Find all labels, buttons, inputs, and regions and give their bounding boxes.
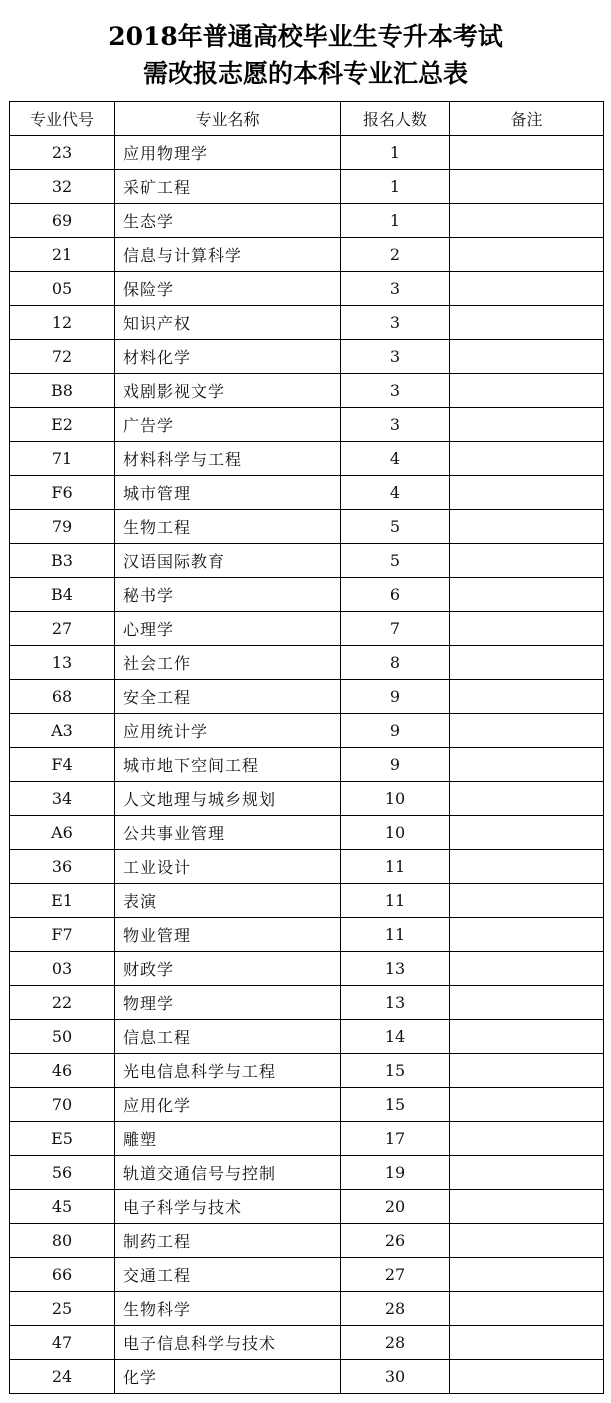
cell-note [450, 918, 604, 952]
cell-name: 应用统计学 [115, 714, 341, 748]
cell-code: 56 [10, 1156, 115, 1190]
table-row [10, 850, 604, 884]
cell-name: 信息工程 [115, 1020, 341, 1054]
cell-note [450, 544, 604, 578]
table-row [10, 918, 604, 952]
cell-note [450, 1088, 604, 1122]
cell-code: 68 [10, 680, 115, 714]
cell-count: 8 [341, 646, 450, 680]
table-row [10, 408, 604, 442]
cell-name: 物业管理 [115, 918, 341, 952]
table-row [10, 136, 604, 170]
cell-count: 11 [341, 850, 450, 884]
table-row [10, 1020, 604, 1054]
document-title [0, 18, 611, 92]
cell-name: 汉语国际教育 [115, 544, 341, 578]
cell-name: 人文地理与城乡规划 [115, 782, 341, 816]
cell-name: 应用化学 [115, 1088, 341, 1122]
cell-note [450, 306, 604, 340]
cell-count: 4 [341, 476, 450, 510]
cell-note [450, 1122, 604, 1156]
cell-count: 3 [341, 408, 450, 442]
cell-note [450, 476, 604, 510]
cell-count: 19 [341, 1156, 450, 1190]
table-row [10, 442, 604, 476]
table-row [10, 884, 604, 918]
header-code: 专业代号 [10, 102, 115, 136]
cell-code: 69 [10, 204, 115, 238]
table-row [10, 1088, 604, 1122]
cell-name: 秘书学 [115, 578, 341, 612]
cell-code: 32 [10, 170, 115, 204]
cell-name: 表演 [115, 884, 341, 918]
cell-code: 22 [10, 986, 115, 1020]
cell-name: 知识产权 [115, 306, 341, 340]
cell-code: F4 [10, 748, 115, 782]
table-row [10, 204, 604, 238]
cell-name: 安全工程 [115, 680, 341, 714]
cell-count: 4 [341, 442, 450, 476]
cell-code: 23 [10, 136, 115, 170]
cell-code: 45 [10, 1190, 115, 1224]
table-row [10, 1122, 604, 1156]
cell-count: 3 [341, 374, 450, 408]
cell-name: 保险学 [115, 272, 341, 306]
cell-count: 9 [341, 748, 450, 782]
table-row [10, 510, 604, 544]
cell-count: 26 [341, 1224, 450, 1258]
cell-code: 36 [10, 850, 115, 884]
cell-name: 材料科学与工程 [115, 442, 341, 476]
cell-note [450, 1360, 604, 1394]
cell-name: 生态学 [115, 204, 341, 238]
cell-code: 72 [10, 340, 115, 374]
cell-code: 70 [10, 1088, 115, 1122]
cell-name: 财政学 [115, 952, 341, 986]
cell-note [450, 340, 604, 374]
cell-count: 3 [341, 306, 450, 340]
header-name: 专业名称 [115, 102, 341, 136]
cell-count: 1 [341, 170, 450, 204]
cell-code: 13 [10, 646, 115, 680]
title-line-2: 需改报志愿的本科专业汇总表 [142, 59, 468, 88]
cell-name: 物理学 [115, 986, 341, 1020]
table-row [10, 578, 604, 612]
cell-count: 15 [341, 1054, 450, 1088]
header-note: 备注 [450, 102, 604, 136]
cell-code: 66 [10, 1258, 115, 1292]
cell-count: 1 [341, 204, 450, 238]
cell-note [450, 238, 604, 272]
cell-count: 5 [341, 510, 450, 544]
cell-count: 10 [341, 816, 450, 850]
cell-name: 生物科学 [115, 1292, 341, 1326]
table-row [10, 782, 604, 816]
cell-note [450, 510, 604, 544]
cell-code: 27 [10, 612, 115, 646]
cell-count: 14 [341, 1020, 450, 1054]
table-row [10, 612, 604, 646]
cell-name: 电子科学与技术 [115, 1190, 341, 1224]
cell-count: 15 [341, 1088, 450, 1122]
cell-note [450, 136, 604, 170]
cell-name: 心理学 [115, 612, 341, 646]
header-count: 报名人数 [341, 102, 450, 136]
cell-note [450, 1020, 604, 1054]
cell-note [450, 1326, 604, 1360]
cell-note [450, 170, 604, 204]
cell-note [450, 1054, 604, 1088]
cell-note [450, 442, 604, 476]
cell-code: 21 [10, 238, 115, 272]
cell-count: 7 [341, 612, 450, 646]
cell-note [450, 1156, 604, 1190]
cell-code: 34 [10, 782, 115, 816]
cell-count: 9 [341, 680, 450, 714]
table-row [10, 816, 604, 850]
cell-count: 9 [341, 714, 450, 748]
cell-note [450, 952, 604, 986]
title-line-1: 2018年普通高校毕业生专升本考试 [108, 22, 503, 51]
cell-count: 13 [341, 952, 450, 986]
table-row [10, 544, 604, 578]
table-row [10, 952, 604, 986]
cell-note [450, 714, 604, 748]
cell-note [450, 986, 604, 1020]
cell-name: 社会工作 [115, 646, 341, 680]
cell-name: 工业设计 [115, 850, 341, 884]
cell-code: A6 [10, 816, 115, 850]
table-row [10, 714, 604, 748]
cell-count: 17 [341, 1122, 450, 1156]
table-row [10, 476, 604, 510]
cell-code: E2 [10, 408, 115, 442]
cell-count: 5 [341, 544, 450, 578]
cell-count: 6 [341, 578, 450, 612]
cell-code: B4 [10, 578, 115, 612]
table-row [10, 680, 604, 714]
table-row [10, 1190, 604, 1224]
cell-code: F6 [10, 476, 115, 510]
cell-name: 生物工程 [115, 510, 341, 544]
cell-code: F7 [10, 918, 115, 952]
cell-note [450, 612, 604, 646]
cell-name: 广告学 [115, 408, 341, 442]
cell-code: 24 [10, 1360, 115, 1394]
table-row [10, 374, 604, 408]
cell-count: 11 [341, 884, 450, 918]
table-row [10, 272, 604, 306]
cell-name: 交通工程 [115, 1258, 341, 1292]
majors-table [9, 101, 604, 1394]
cell-count: 2 [341, 238, 450, 272]
cell-name: 信息与计算科学 [115, 238, 341, 272]
cell-count: 1 [341, 136, 450, 170]
table-row [10, 748, 604, 782]
table-row [10, 1292, 604, 1326]
cell-count: 28 [341, 1326, 450, 1360]
cell-code: E5 [10, 1122, 115, 1156]
cell-count: 3 [341, 340, 450, 374]
cell-note [450, 884, 604, 918]
cell-count: 30 [341, 1360, 450, 1394]
cell-count: 3 [341, 272, 450, 306]
cell-note [450, 782, 604, 816]
cell-note [450, 374, 604, 408]
cell-note [450, 816, 604, 850]
cell-code: 05 [10, 272, 115, 306]
table-row [10, 1326, 604, 1360]
cell-note [450, 578, 604, 612]
cell-name: 轨道交通信号与控制 [115, 1156, 341, 1190]
cell-note [450, 1190, 604, 1224]
table-header-row [10, 102, 604, 136]
cell-code: A3 [10, 714, 115, 748]
cell-count: 10 [341, 782, 450, 816]
table-row [10, 646, 604, 680]
cell-code: 47 [10, 1326, 115, 1360]
cell-code: 12 [10, 306, 115, 340]
cell-name: 制药工程 [115, 1224, 341, 1258]
cell-name: 电子信息科学与技术 [115, 1326, 341, 1360]
cell-count: 27 [341, 1258, 450, 1292]
cell-code: 25 [10, 1292, 115, 1326]
cell-name: 材料化学 [115, 340, 341, 374]
cell-note [450, 204, 604, 238]
cell-code: 50 [10, 1020, 115, 1054]
cell-code: 79 [10, 510, 115, 544]
cell-code: B8 [10, 374, 115, 408]
cell-name: 公共事业管理 [115, 816, 341, 850]
cell-code: 03 [10, 952, 115, 986]
cell-name: 城市地下空间工程 [115, 748, 341, 782]
cell-note [450, 1258, 604, 1292]
cell-name: 采矿工程 [115, 170, 341, 204]
cell-code: 71 [10, 442, 115, 476]
cell-name: 化学 [115, 1360, 341, 1394]
cell-name: 雕塑 [115, 1122, 341, 1156]
cell-name: 城市管理 [115, 476, 341, 510]
cell-code: 80 [10, 1224, 115, 1258]
cell-name: 光电信息科学与工程 [115, 1054, 341, 1088]
cell-name: 应用物理学 [115, 136, 341, 170]
table-row [10, 986, 604, 1020]
cell-count: 11 [341, 918, 450, 952]
table-row [10, 306, 604, 340]
cell-code: B3 [10, 544, 115, 578]
cell-count: 20 [341, 1190, 450, 1224]
cell-note [450, 272, 604, 306]
cell-count: 13 [341, 986, 450, 1020]
table-row [10, 1258, 604, 1292]
table-row [10, 1054, 604, 1088]
cell-note [450, 850, 604, 884]
cell-note [450, 680, 604, 714]
table-row [10, 1156, 604, 1190]
cell-note [450, 408, 604, 442]
table-row [10, 1224, 604, 1258]
cell-code: E1 [10, 884, 115, 918]
cell-name: 戏剧影视文学 [115, 374, 341, 408]
table-row [10, 170, 604, 204]
cell-note [450, 646, 604, 680]
cell-note [450, 748, 604, 782]
table-row [10, 1360, 604, 1394]
table-row [10, 340, 604, 374]
cell-note [450, 1224, 604, 1258]
cell-code: 46 [10, 1054, 115, 1088]
table-body [10, 136, 604, 1394]
table-row [10, 238, 604, 272]
cell-count: 28 [341, 1292, 450, 1326]
cell-note [450, 1292, 604, 1326]
